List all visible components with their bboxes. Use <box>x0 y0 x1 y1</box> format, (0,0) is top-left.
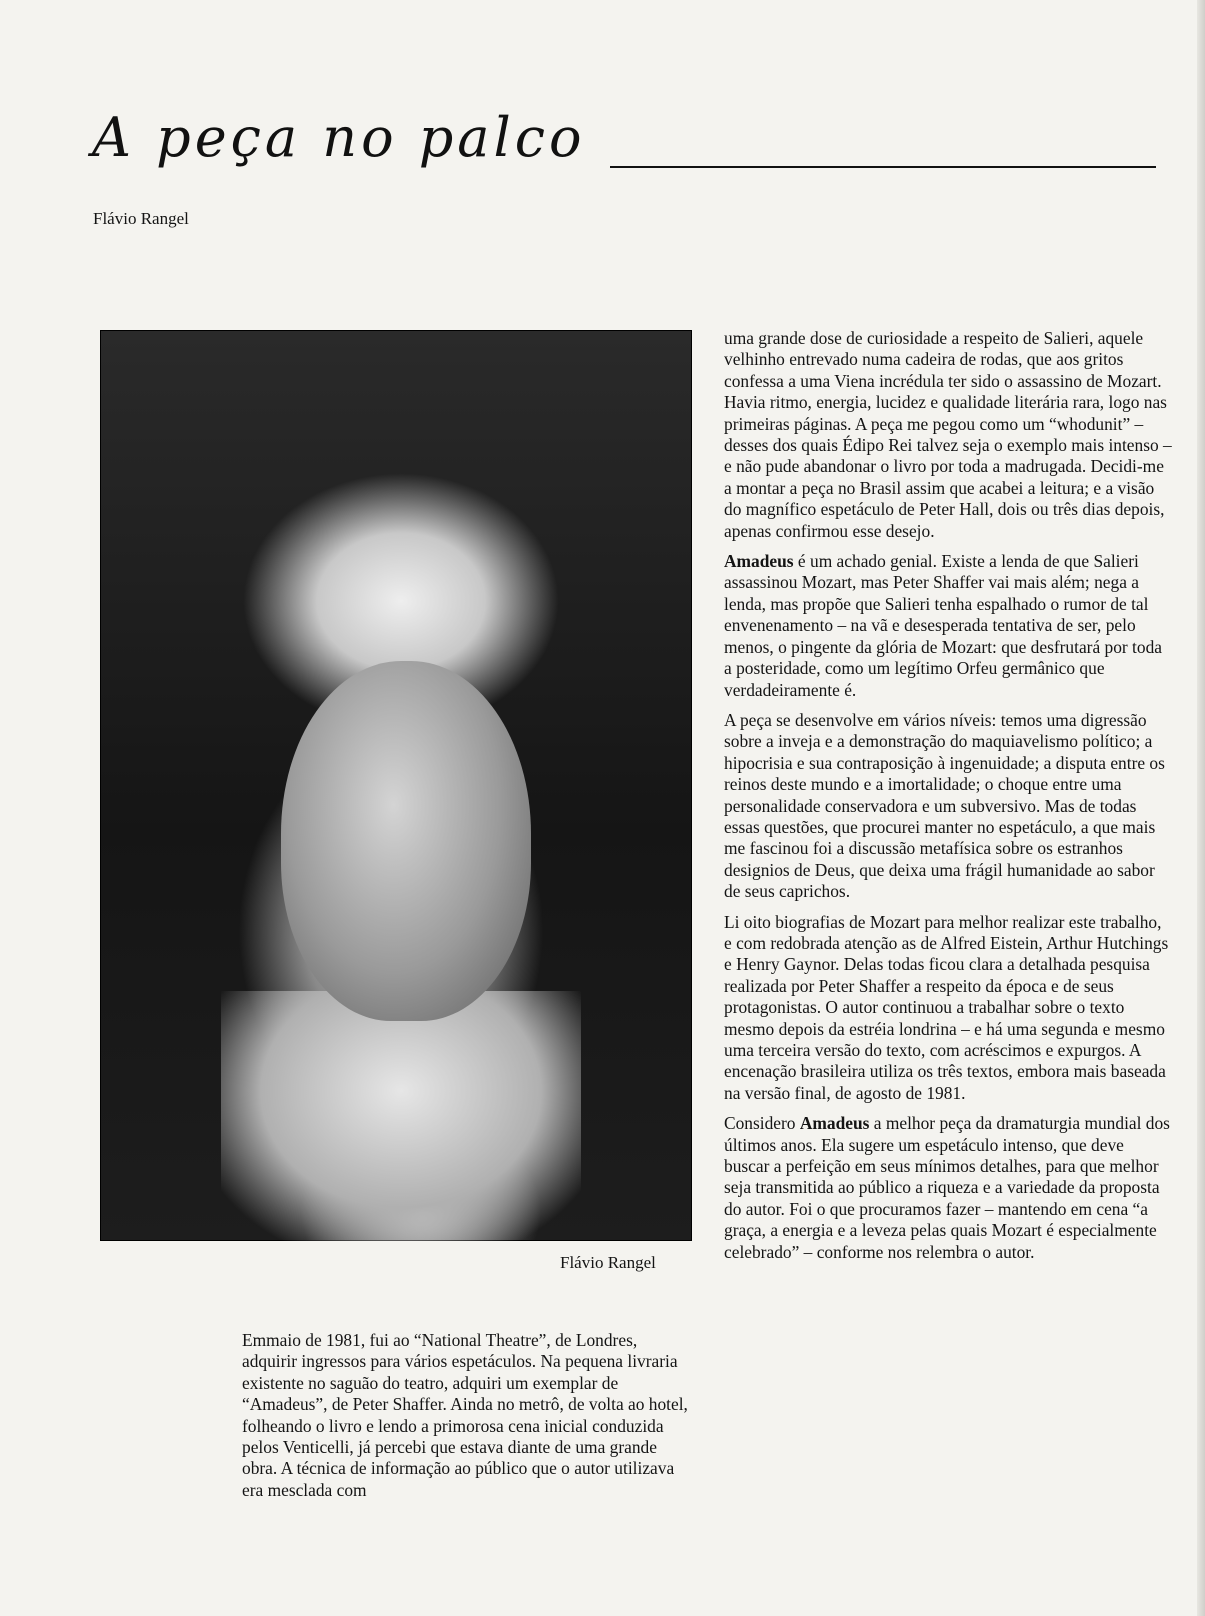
title-rule <box>610 166 1156 168</box>
right-paragraph-2-text: é um achado genial. Existe a lenda de que Salieri assassinou Mozart, mas Peter Shaffer vai mais além; nega a lenda, mas propõe que Salieri tenha espalhado o rumor de tal envenenamento – na vã e desesperada tentativa de ser, pelo menos, o pingente da glória de Mozart: que desfrutará por toda a posteridade, como um legítimo Orfeu germânico que verdadeiramente é. <box>724 551 1163 700</box>
amadeus-lead: Amadeus <box>724 551 794 572</box>
photo-face-shape <box>281 661 531 1021</box>
right-paragraph-5-pre: Considero <box>724 1113 800 1134</box>
right-column <box>724 328 1172 1272</box>
amadeus-lead-2: Amadeus <box>799 1113 870 1134</box>
author-photo <box>100 330 692 1241</box>
right-paragraph-5 <box>724 1113 1172 1263</box>
left-paragraph-1: Emmaio de 1981, fui ao “National Theatre”, de Londres, adquirir ingressos para vários espetáculos. Na pequena livraria existente no saguão do teatro, adquiri um exemplar de “Amadeus”, de Peter Shaffer. Ainda no metrô, de volta ao hotel, folheando o livro e lendo a primorosa cena inicial conduzida pelos Venticelli, já percebi que estava diante de uma grande obra. A técnica de informação ao público que o autor utilizava era mesclada com <box>242 1330 688 1500</box>
article-title: A peça no palco <box>92 106 586 169</box>
photo-caption: Flávio Rangel <box>560 1253 656 1272</box>
byline: Flávio Rangel <box>93 209 189 228</box>
right-paragraph-3: A peça se desenvolve em vários níveis: temos uma digressão sobre a inveja e a demonstração do maquiavelismo político; a hipocrisia e sua contraposição à ingenuidade; a disputa entre os reinos deste mundo e a imortalidade; o choque entre uma personalidade conservadora e um subversivo. Mas de todas essas questões, que procurei manter no espetáculo, a que mais me fascinou foi a discussão metafísica sobre os estranhos designios de Deus, que deixa uma frágil humanidade ao sabor de seus caprichos. <box>724 709 1165 902</box>
photo-collar-shape <box>221 991 581 1241</box>
right-paragraph-5-text: a melhor peça da dramaturgia mundial dos últimos anos. Ela sugere um espetáculo intenso, que deve buscar a perfeição em seus mínimos detalhes, para que melhor seja transmitida ao público a riqueza e a variedade da proposta do autor. Foi o que procuramos fazer – mantendo em cena “a graça, a energia e a leveza pelas quais Mozart é especialmente celebrado” – conforme nos relembra o autor. <box>724 1113 1170 1262</box>
title-row <box>92 106 1156 186</box>
page-edge-shadow <box>1197 0 1205 1616</box>
right-paragraph-2 <box>724 551 1172 701</box>
right-paragraph-4: Li oito biografias de Mozart para melhor realizar este trabalho, e com redobrada atenção as de Alfred Eistein, Arthur Hutchings e Henry Gaynor. Delas todas ficou clara a detalhada pesquisa realizada por Peter Shaffer a respeito da época e de seus protagonistas. O autor continuou a trabalhar sobre o texto mesmo depois da estréia londrina – e há uma segunda e mesmo uma terceira versão do texto, com acréscimos e expurgos. A encenação brasileira utiliza os três textos, embora mais baseada na versão final, de agosto de 1981. <box>724 911 1169 1103</box>
right-paragraph-1: uma grande dose de curiosidade a respeito de Salieri, aquele velhinho entrevado numa cadeira de rodas, que aos gritos confessa a uma Viena incrédula ter sido o assassino de Mozart. Havia ritmo, energia, lucidez e qualidade literária rara, logo nas primeiras páginas. A peça me pegou como um “whodunit” – desses dos quais Édipo Rei talvez seja o exemplo mais intenso – e não pude abandonar o livro por toda a madrugada. Decidi-me a montar a peça no Brasil assim que acabei a leitura; e a visão do magnífico espetáculo de Peter Hall, dois ou três dias depois, apenas confirmou esse desejo. <box>724 328 1172 541</box>
left-column <box>242 1330 690 1510</box>
